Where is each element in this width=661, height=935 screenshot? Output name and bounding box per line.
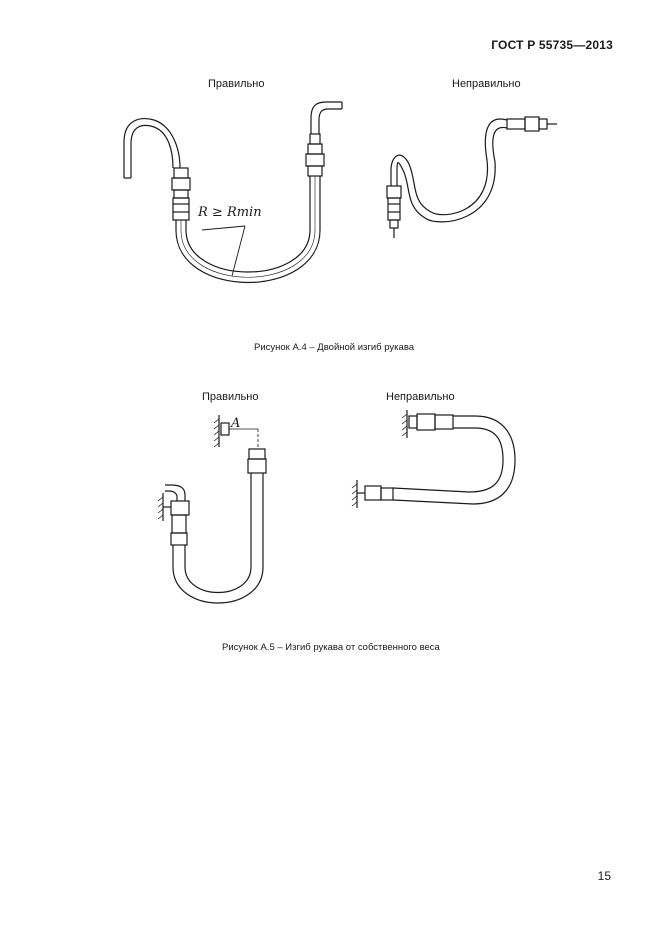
fig-a5-incorrect-hose-drawing [345, 400, 530, 525]
fig-a4-correct-label: Правильно [208, 78, 265, 90]
standard-code: ГОСТ Р 55735—2013 [491, 38, 613, 52]
fig-a4-incorrect-label: Неправильно [452, 78, 521, 90]
fig-a5-correct-hose-drawing [155, 405, 290, 605]
fig-a5-caption: Рисунок А.5 – Изгиб рукава от собственного веса [222, 642, 440, 653]
fig-a4-caption: Рисунок А.4 – Двойной изгиб рукава [254, 342, 415, 353]
fig-a5-correct-label: Правильно [202, 391, 259, 403]
fig-a4-radius-annotation: R ≥ Rmin [198, 205, 262, 220]
fig-a5-incorrect-label: Неправильно [386, 391, 455, 403]
fig-a4-correct-hose-drawing [110, 90, 360, 305]
fig-a5-dimension-label: A [231, 416, 241, 431]
fig-a4-incorrect-hose-drawing [375, 100, 565, 250]
page-number: 15 [597, 869, 611, 883]
